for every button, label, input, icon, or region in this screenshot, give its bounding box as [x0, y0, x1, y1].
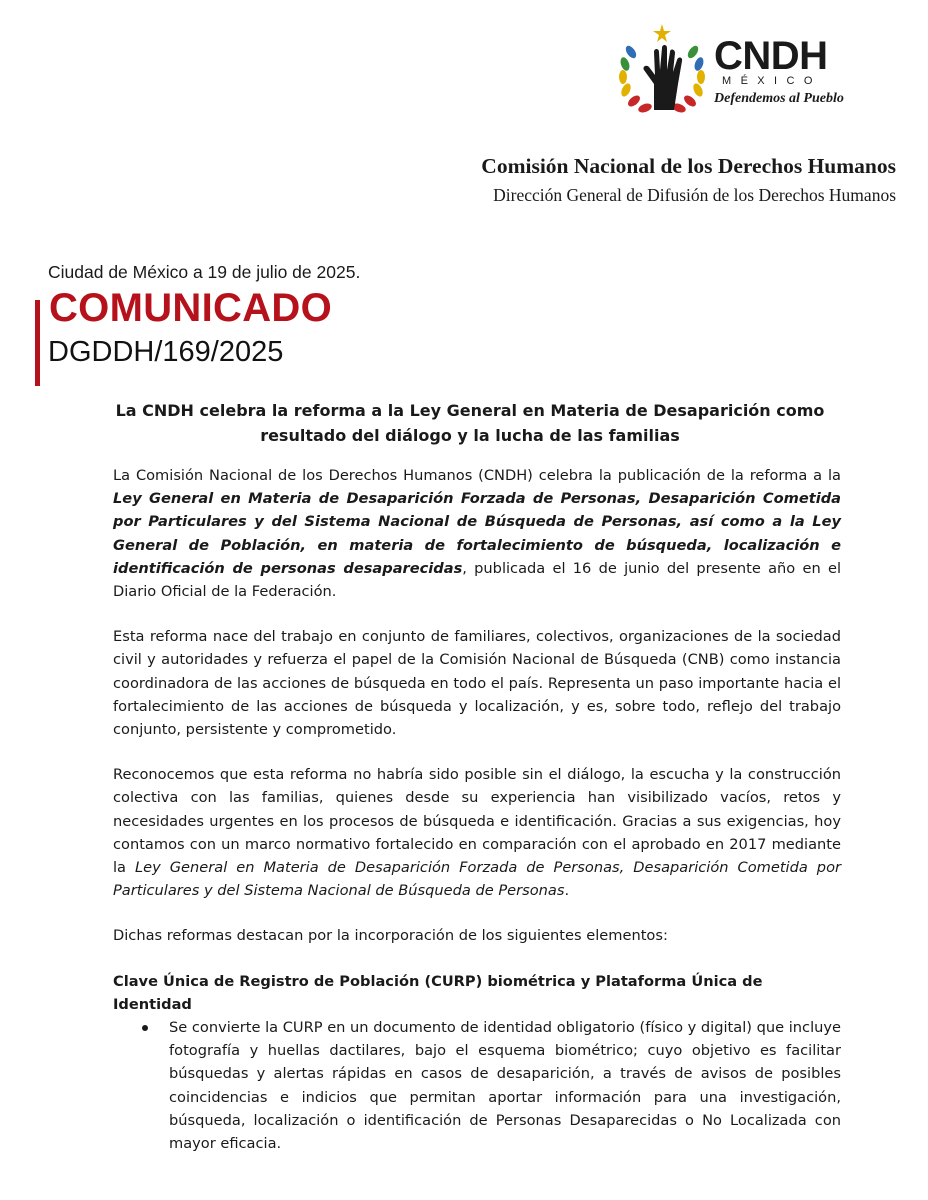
bullet-list: [113, 1016, 841, 1155]
bullet-icon: [142, 1025, 148, 1031]
paragraph-2: Esta reforma nace del trabajo en conjunto de familiares, colectivos, organizaciones de la sociedad civil y autoridades y refuerza el papel de la Comisión Nacional de Búsqueda (CNB) como instancia coordinadora de las acciones de búsqueda en todo el país. Representa un paso importante hacia el fortalecimiento de las acciones de búsqueda y localización, y es, sobre todo, reflejo del trabajo conjunto, persistente y comprometido.: [113, 628, 841, 739]
logo-country: MÉXICO: [722, 75, 822, 87]
headline-line-1: La CNDH celebra la reforma a la Ley General en Materia de Desaparición como: [115, 401, 825, 420]
paragraph-1: [113, 464, 841, 603]
paragraph-3-intro: Reconocemos que esta reforma no habría sido posible sin el diálogo, la escucha y la construcción colectiva con las familias, quienes desde su experiencia han visibilizado vacíos, retos y necesidades urgentes en los procesos de búsqueda e identificación. Gracias a sus exigencias, hoy contamos con un marco normativo fortalecido en comparación con el aprobado en 2017 mediante la: [113, 766, 841, 877]
place-date: Ciudad de México a 19 de julio de 2025.: [48, 262, 361, 282]
paragraph-4: Dichas reformas destacan por la incorporación de los siguientes elementos:: [113, 927, 668, 945]
paragraph-3: [113, 763, 841, 902]
list-item: [113, 1016, 841, 1155]
list-item-text: Se convierte la CURP en un documento de identidad obligatorio (físico y digital) que incluye fotografía y huellas dactilares, bajo el esquema biométrico; cuyo objetivo es facilitar búsquedas y alertas rápidas en casos de desaparición, a través de avisos de posibles coincidencias e indicios que permitan aportar información para una investigación, búsqueda, localización o identificación de Personas Desaparecidas o No Localizada con mayor eficacia.: [169, 1019, 841, 1153]
organization-name: Comisión Nacional de los Derechos Humanos: [481, 154, 896, 178]
logo-name: CNDH: [714, 34, 828, 78]
comunicado-label: COMUNICADO: [49, 286, 332, 330]
headline: [110, 398, 830, 448]
logo-wordmark: [714, 36, 864, 107]
paragraph-3-end: .: [564, 882, 570, 900]
section-heading: Clave Única de Registro de Población (CURP) biométrica y Plataforma Única de Identidad: [113, 972, 763, 1013]
paragraph-1-intro: La Comisión Nacional de los Derechos Humanos (CNDH) celebra la publicación de la reforma a la: [113, 467, 841, 484]
body-content: [113, 464, 841, 1155]
red-accent-bar: [35, 300, 40, 386]
logo-slogan: Defendemos al Pueblo: [714, 91, 844, 106]
organization-header: [481, 153, 896, 207]
paragraph-1-end: , publicada el 16 de junio del presente año en el Diario Oficial de la Federación.: [113, 559, 842, 601]
release-reference: DGDDH/169/2025: [48, 336, 284, 368]
law-2017-title: Ley General en Materia de Desaparición Forzada de Personas, Desaparición Cometida por Particulares y del Sistema Nacional de Búsqueda de Personas: [113, 859, 841, 900]
law-title-emphasis: Ley General en Materia de Desaparición Forzada de Personas, Desaparición Cometida por Particulares y del Sistema Nacional de Búsqueda de Personas, así como a la Ley General de Población, en materia de fortalecimiento de búsqueda, localización e identificación de personas desaparecidas: [113, 490, 841, 577]
laurel-hand-emblem-icon: [614, 22, 714, 122]
headline-line-2: resultado del diálogo y la lucha de las familias: [260, 426, 680, 445]
organization-department: Dirección General de Difusión de los Derechos Humanos: [493, 185, 896, 205]
